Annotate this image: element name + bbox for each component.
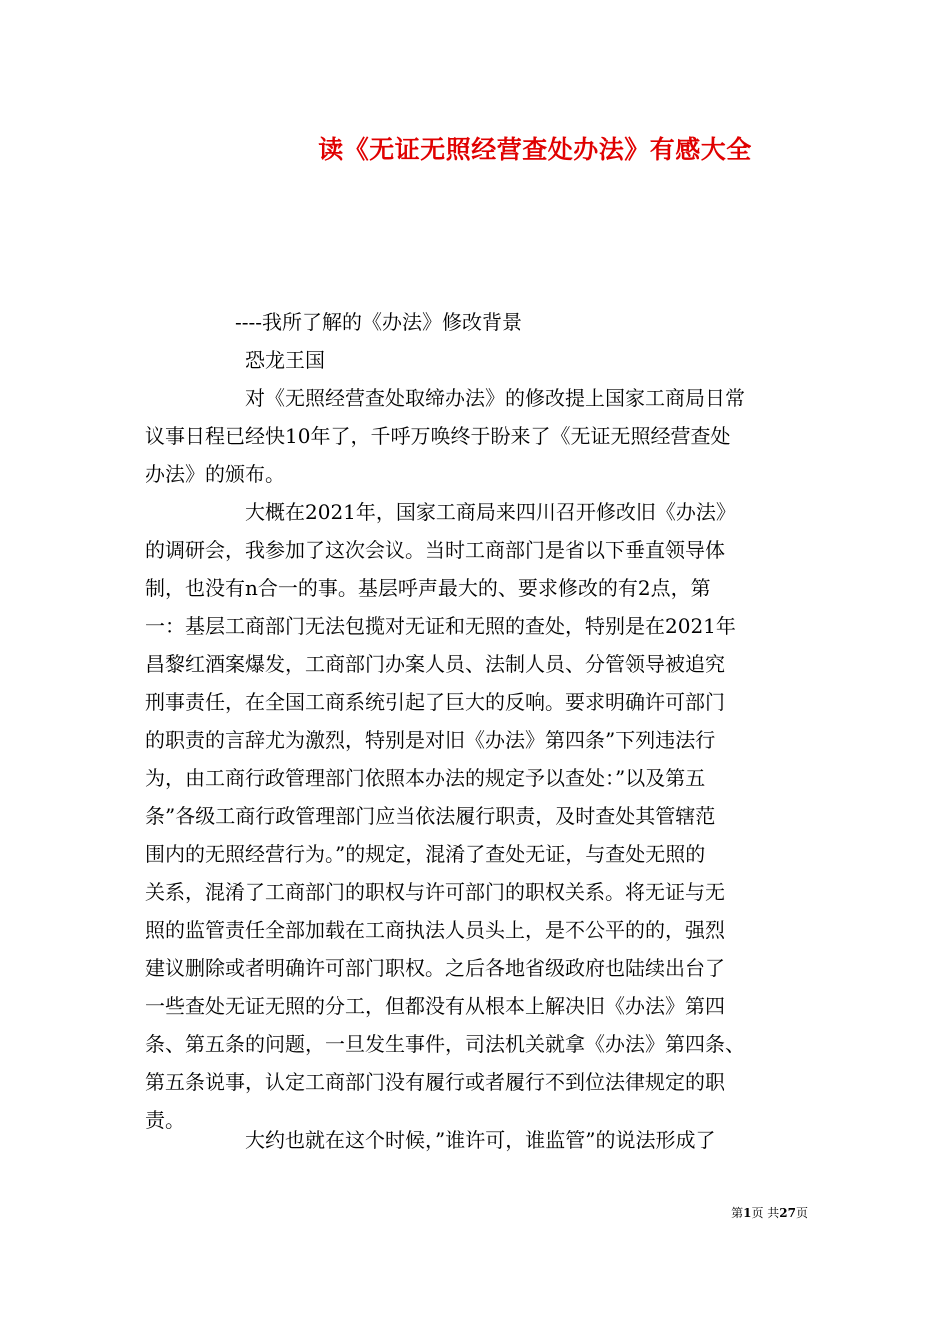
text-line: 第五条说事，认定工商部门没有履行或者履行不到位法律规定的职 — [145, 1070, 725, 1094]
text-line: 的职责的言辞尤为激烈，特别是对旧《办法》第四条”下列违法行 — [145, 728, 716, 752]
document-title: 读《无证无照经营查处办法》有感大全 — [318, 135, 752, 164]
footer-middle: 页 共 — [751, 1206, 780, 1220]
text-line: 刑事责任，在全国工商系统引起了巨大的反响。要求明确许可部门 — [145, 690, 725, 714]
text-line: 的调研会，我参加了这次会议。当时工商部门是省以下垂直领导体 — [145, 538, 725, 562]
text-line: 一些查处无证无照的分工，但都没有从根本上解决旧《办法》第四 — [145, 994, 725, 1018]
footer-suffix: 页 — [795, 1206, 808, 1220]
text-line: 关系，混淆了工商部门的职权与许可部门的职权关系。将无证与无 — [145, 880, 725, 904]
text-line: 照的监管责任全部加载在工商执法人员头上，是不公平的的，强烈 — [145, 918, 725, 942]
text-line: 围内的无照经营行为。”的规定，混淆了查处无证，与查处无照的 — [145, 842, 706, 866]
text-line: 对《无照经营查处取缔办法》的修改提上国家工商局日常 — [245, 386, 745, 410]
text-line: 责。 — [145, 1108, 185, 1132]
current-page-number: 1 — [743, 1206, 752, 1220]
text-line: 议事日程已经快10年了，千呼万唤终于盼来了《无证无照经营查处 — [145, 424, 731, 448]
text-line: 条”各级工商行政管理部门应当依法履行职责，及时查处其管辖范 — [145, 804, 716, 828]
text-line: 一：基层工商部门无法包揽对无证和无照的查处，特别是在2021年 — [145, 614, 736, 638]
text-line: 建议删除或者明确许可部门职权。之后各地省级政府也陆续出台了 — [145, 956, 725, 980]
text-line: 大约也就在这个时候，”谁许可，谁监管”的说法形成了 — [245, 1128, 716, 1152]
footer-prefix: 第 — [731, 1206, 744, 1220]
text-line: 办法》的颁布。 — [145, 462, 285, 486]
page-footer — [731, 1204, 808, 1221]
text-line: 大概在2021年，国家工商局来四川召开修改旧《办法》 — [245, 500, 736, 524]
text-line: 条、第五条的问题，一旦发生事件，司法机关就拿《办法》第四条、 — [145, 1032, 745, 1056]
total-pages-number: 27 — [779, 1206, 796, 1220]
text-line: 制，也没有n合一的事。基层呼声最大的、要求修改的有2点，第 — [145, 576, 711, 600]
text-line: 为，由工商行政管理部门依照本办法的规定予以查处：”以及第五 — [145, 766, 706, 790]
text-line: 恐龙王国 — [245, 348, 325, 372]
text-line: ----我所了解的《办法》修改背景 — [235, 310, 523, 334]
text-line: 昌黎红酒案爆发，工商部门办案人员、法制人员、分管领导被追究 — [145, 652, 725, 676]
